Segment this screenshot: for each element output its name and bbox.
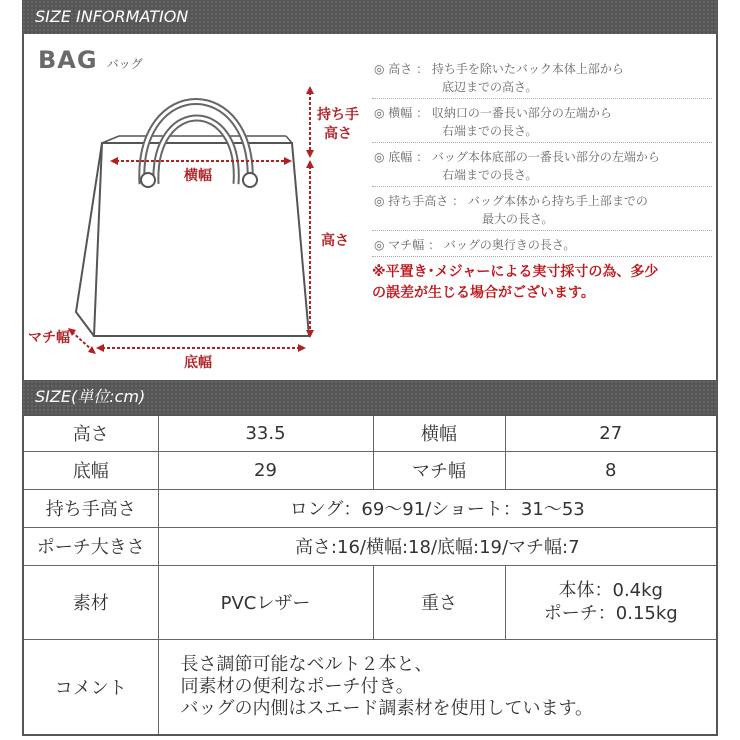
label-gusset: マチ幅: [28, 330, 70, 346]
bag-title-jp: バッグ: [106, 57, 143, 71]
gusset-label: マチ幅: [373, 451, 505, 489]
label-width: 横幅: [184, 168, 212, 184]
table-row: [23, 565, 717, 639]
comment-line: 長さ調節可能なベルト２本と、: [180, 653, 433, 675]
header-title: SIZE INFORMATION: [35, 7, 189, 26]
handle-height-label: 持ち手高さ: [23, 489, 158, 527]
note-handle-height: [372, 192, 712, 231]
note-head: ◎ 高さ ： 持ち手を除いたバック本体上部から: [374, 62, 624, 76]
size-table: [22, 414, 718, 736]
pouch-size-value: 高さ:16/横幅:18/底幅:19/マチ幅:7: [158, 527, 717, 565]
label-bottom-width: 底幅: [184, 355, 212, 371]
bottom-width-label: 底幅: [23, 451, 158, 489]
table-row: [23, 451, 717, 489]
bag-top-back-edge: [102, 136, 119, 143]
measurement-warning: [372, 262, 712, 304]
note-bottom-width: [372, 148, 712, 187]
height-label: 高さ: [23, 415, 158, 451]
gusset-arrow: [72, 332, 92, 350]
gusset-value: 8: [505, 451, 717, 489]
comment-label: コメント: [23, 639, 158, 735]
weight-body: 本体：0.4kg: [558, 580, 663, 601]
handle-height-value: ロング：69〜91/ショート：31〜53: [158, 489, 717, 527]
size-header-title: SIZE(単位:cm): [35, 387, 146, 406]
comment-line: バッグの内側はスエード調素材を使用しています。: [180, 697, 594, 719]
note-gusset: [372, 236, 712, 257]
table-row: [23, 639, 717, 735]
note-cont: 底辺までの高さ。: [442, 80, 538, 94]
label-handle-height: 持ち手 高さ: [317, 107, 359, 142]
weight-label: 重さ: [373, 565, 505, 639]
width-label: 横幅: [373, 415, 505, 451]
warning-line: ※平置き･メジャーによる実寸採寸の為、多少: [372, 264, 659, 280]
table-row: [23, 527, 717, 565]
size-information-header: [22, 0, 718, 34]
material-value: PVCレザー: [158, 565, 373, 639]
measurement-notes: [372, 60, 712, 304]
table-row: [23, 489, 717, 527]
bag-rivet: [243, 173, 257, 187]
note-head: ◎ マチ幅 ： バッグの奥行きの長さ。: [374, 238, 576, 252]
note-cont: 右端までの長さ。: [442, 124, 538, 138]
table-row: [23, 415, 717, 451]
pouch-size-label: ポーチ大きさ: [23, 527, 158, 565]
bottom-width-value: 29: [158, 451, 373, 489]
note-cont: 最大の長さ。: [482, 212, 554, 226]
weight-value: [505, 565, 717, 639]
note-width: [372, 104, 712, 143]
width-value: 27: [505, 415, 717, 451]
comment-line: 同素材の便利なポーチ付き。: [180, 675, 414, 697]
label-height: 高さ: [321, 233, 349, 249]
weight-pouch: ポーチ：0.15kg: [543, 603, 678, 624]
comment-value: [158, 639, 717, 735]
note-head: ◎ 持ち手高さ ： バッグ本体から持ち手上部までの: [374, 194, 648, 208]
material-label: 素材: [23, 565, 158, 639]
size-header: [22, 380, 718, 414]
warning-line: の誤差が生じる場合がございます。: [372, 285, 595, 301]
bag-rivet: [141, 173, 155, 187]
note-head: ◎ 底幅 ： バッグ本体底部の一番長い部分の左端から: [374, 150, 660, 164]
note-height: [372, 60, 712, 99]
bag-illustration: [24, 34, 364, 380]
note-head: ◎ 横幅 ： 収納口の一番長い部分の左端から: [374, 106, 612, 120]
bag-title-en: BAG: [38, 46, 98, 74]
height-value: 33.5: [158, 415, 373, 451]
bag-diagram-section: [22, 34, 718, 380]
note-cont: 右端までの長さ。: [442, 168, 538, 182]
